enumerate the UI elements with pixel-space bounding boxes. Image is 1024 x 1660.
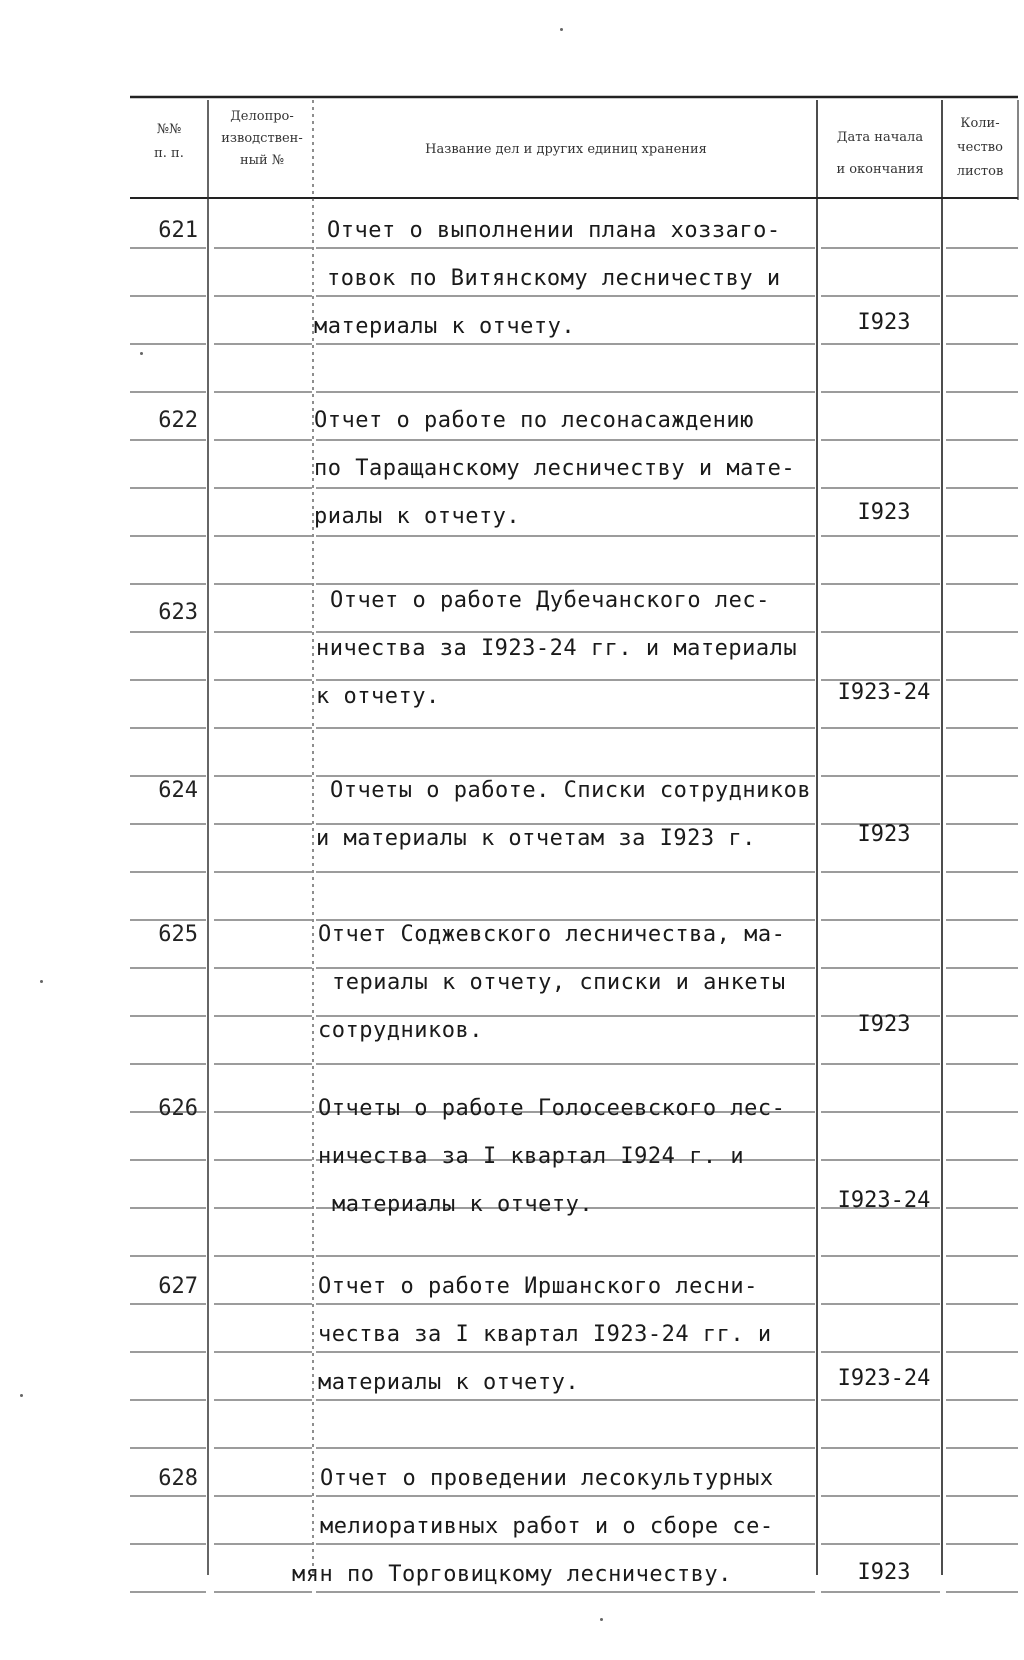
record-date: I923-24 xyxy=(837,1366,931,1391)
record-title-line: риалы к отчету. xyxy=(314,504,521,529)
record-date: I923 xyxy=(857,822,911,847)
record-date: I923 xyxy=(857,1560,911,1585)
record-number: 622 xyxy=(158,408,198,433)
header-col-dates xyxy=(818,122,942,186)
header-col-sheets xyxy=(943,112,1017,184)
scan-speck xyxy=(140,352,143,355)
record-title-line: и материалы к отчетам за I923 г. xyxy=(316,826,756,851)
record-title-line: мян по Торговицкому лесничеству. xyxy=(292,1562,732,1587)
header-col-office-line3: ный № xyxy=(239,153,285,168)
record-date: I923-24 xyxy=(837,1188,931,1213)
record-date: I923 xyxy=(857,500,911,525)
scan-speck xyxy=(20,1394,23,1397)
scan-speck xyxy=(560,28,563,31)
header-col-title: Название дел и других единиц хранения xyxy=(425,142,707,157)
header-col-sheets-line3: листов xyxy=(956,164,1004,179)
record-title-line: Отчет о работе Дубечанского лес- xyxy=(330,588,770,613)
record-title-line: Отчеты о работе. Списки сотрудников xyxy=(330,778,812,803)
record-date: I923 xyxy=(857,310,911,335)
header-col-number-line2: п. п. xyxy=(154,146,184,161)
record-title-line: материалы к отчету. xyxy=(332,1192,594,1217)
record-number: 625 xyxy=(158,922,198,947)
record-date: I923 xyxy=(857,1012,911,1037)
record-number: 627 xyxy=(158,1274,198,1299)
record-number: 624 xyxy=(158,778,198,803)
record-title-line: к отчету. xyxy=(316,684,440,709)
record-title-line: Отчет о проведении лесокультурных xyxy=(320,1466,774,1491)
header-col-number-line1: №№ xyxy=(156,122,182,137)
record-number: 628 xyxy=(158,1466,198,1491)
header-col-number xyxy=(130,118,208,166)
scan-speck xyxy=(600,1618,603,1621)
record-title-line: чества за I квартал I923-24 гг. и xyxy=(318,1322,772,1347)
record-title-line: ничества за I квартал I924 г. и xyxy=(318,1144,745,1169)
record-title-line: сотрудников. xyxy=(318,1018,483,1043)
record-title-line: териалы к отчету, списки и анкеты xyxy=(332,970,786,995)
record-title-line: материалы к отчету. xyxy=(318,1370,580,1395)
record-title-line: Отчет о выполнении плана хоззаго- xyxy=(327,218,781,243)
header-col-sheets-line1: Коли- xyxy=(960,116,1000,131)
record-title-line: мелиоративных работ и о сборе се- xyxy=(320,1514,774,1539)
record-title-line: Отчеты о работе Голосеевского лес- xyxy=(318,1096,786,1121)
header-col-dates-line2: и окончания xyxy=(836,162,924,177)
record-title-line: Отчет о работе Иршанского лесни- xyxy=(318,1274,758,1299)
record-title-line: Отчет о работе по лесонасаждению xyxy=(314,408,754,433)
record-title-line: материалы к отчету. xyxy=(314,314,576,339)
record-date: I923-24 xyxy=(837,680,931,705)
header-col-office-number xyxy=(210,106,314,172)
header-col-office-line1: Делопро- xyxy=(230,109,294,124)
record-title-line: товок по Витянскому лесничеству и xyxy=(327,266,781,291)
record-number: 621 xyxy=(158,218,198,243)
record-title-line: ничества за I923-24 гг. и материалы xyxy=(316,636,798,661)
record-number: 623 xyxy=(158,600,198,625)
record-title-line: по Таращанскому лесничеству и мате- xyxy=(314,456,796,481)
record-title-line: Отчет Соджевского лесничества, ма- xyxy=(318,922,786,947)
header-col-sheets-line2: чество xyxy=(957,140,1003,155)
scan-speck xyxy=(40,980,43,983)
header-col-office-line2: изводствен- xyxy=(221,131,303,146)
record-number: 626 xyxy=(158,1096,198,1121)
header-col-dates-line1: Дата начала xyxy=(836,130,924,145)
